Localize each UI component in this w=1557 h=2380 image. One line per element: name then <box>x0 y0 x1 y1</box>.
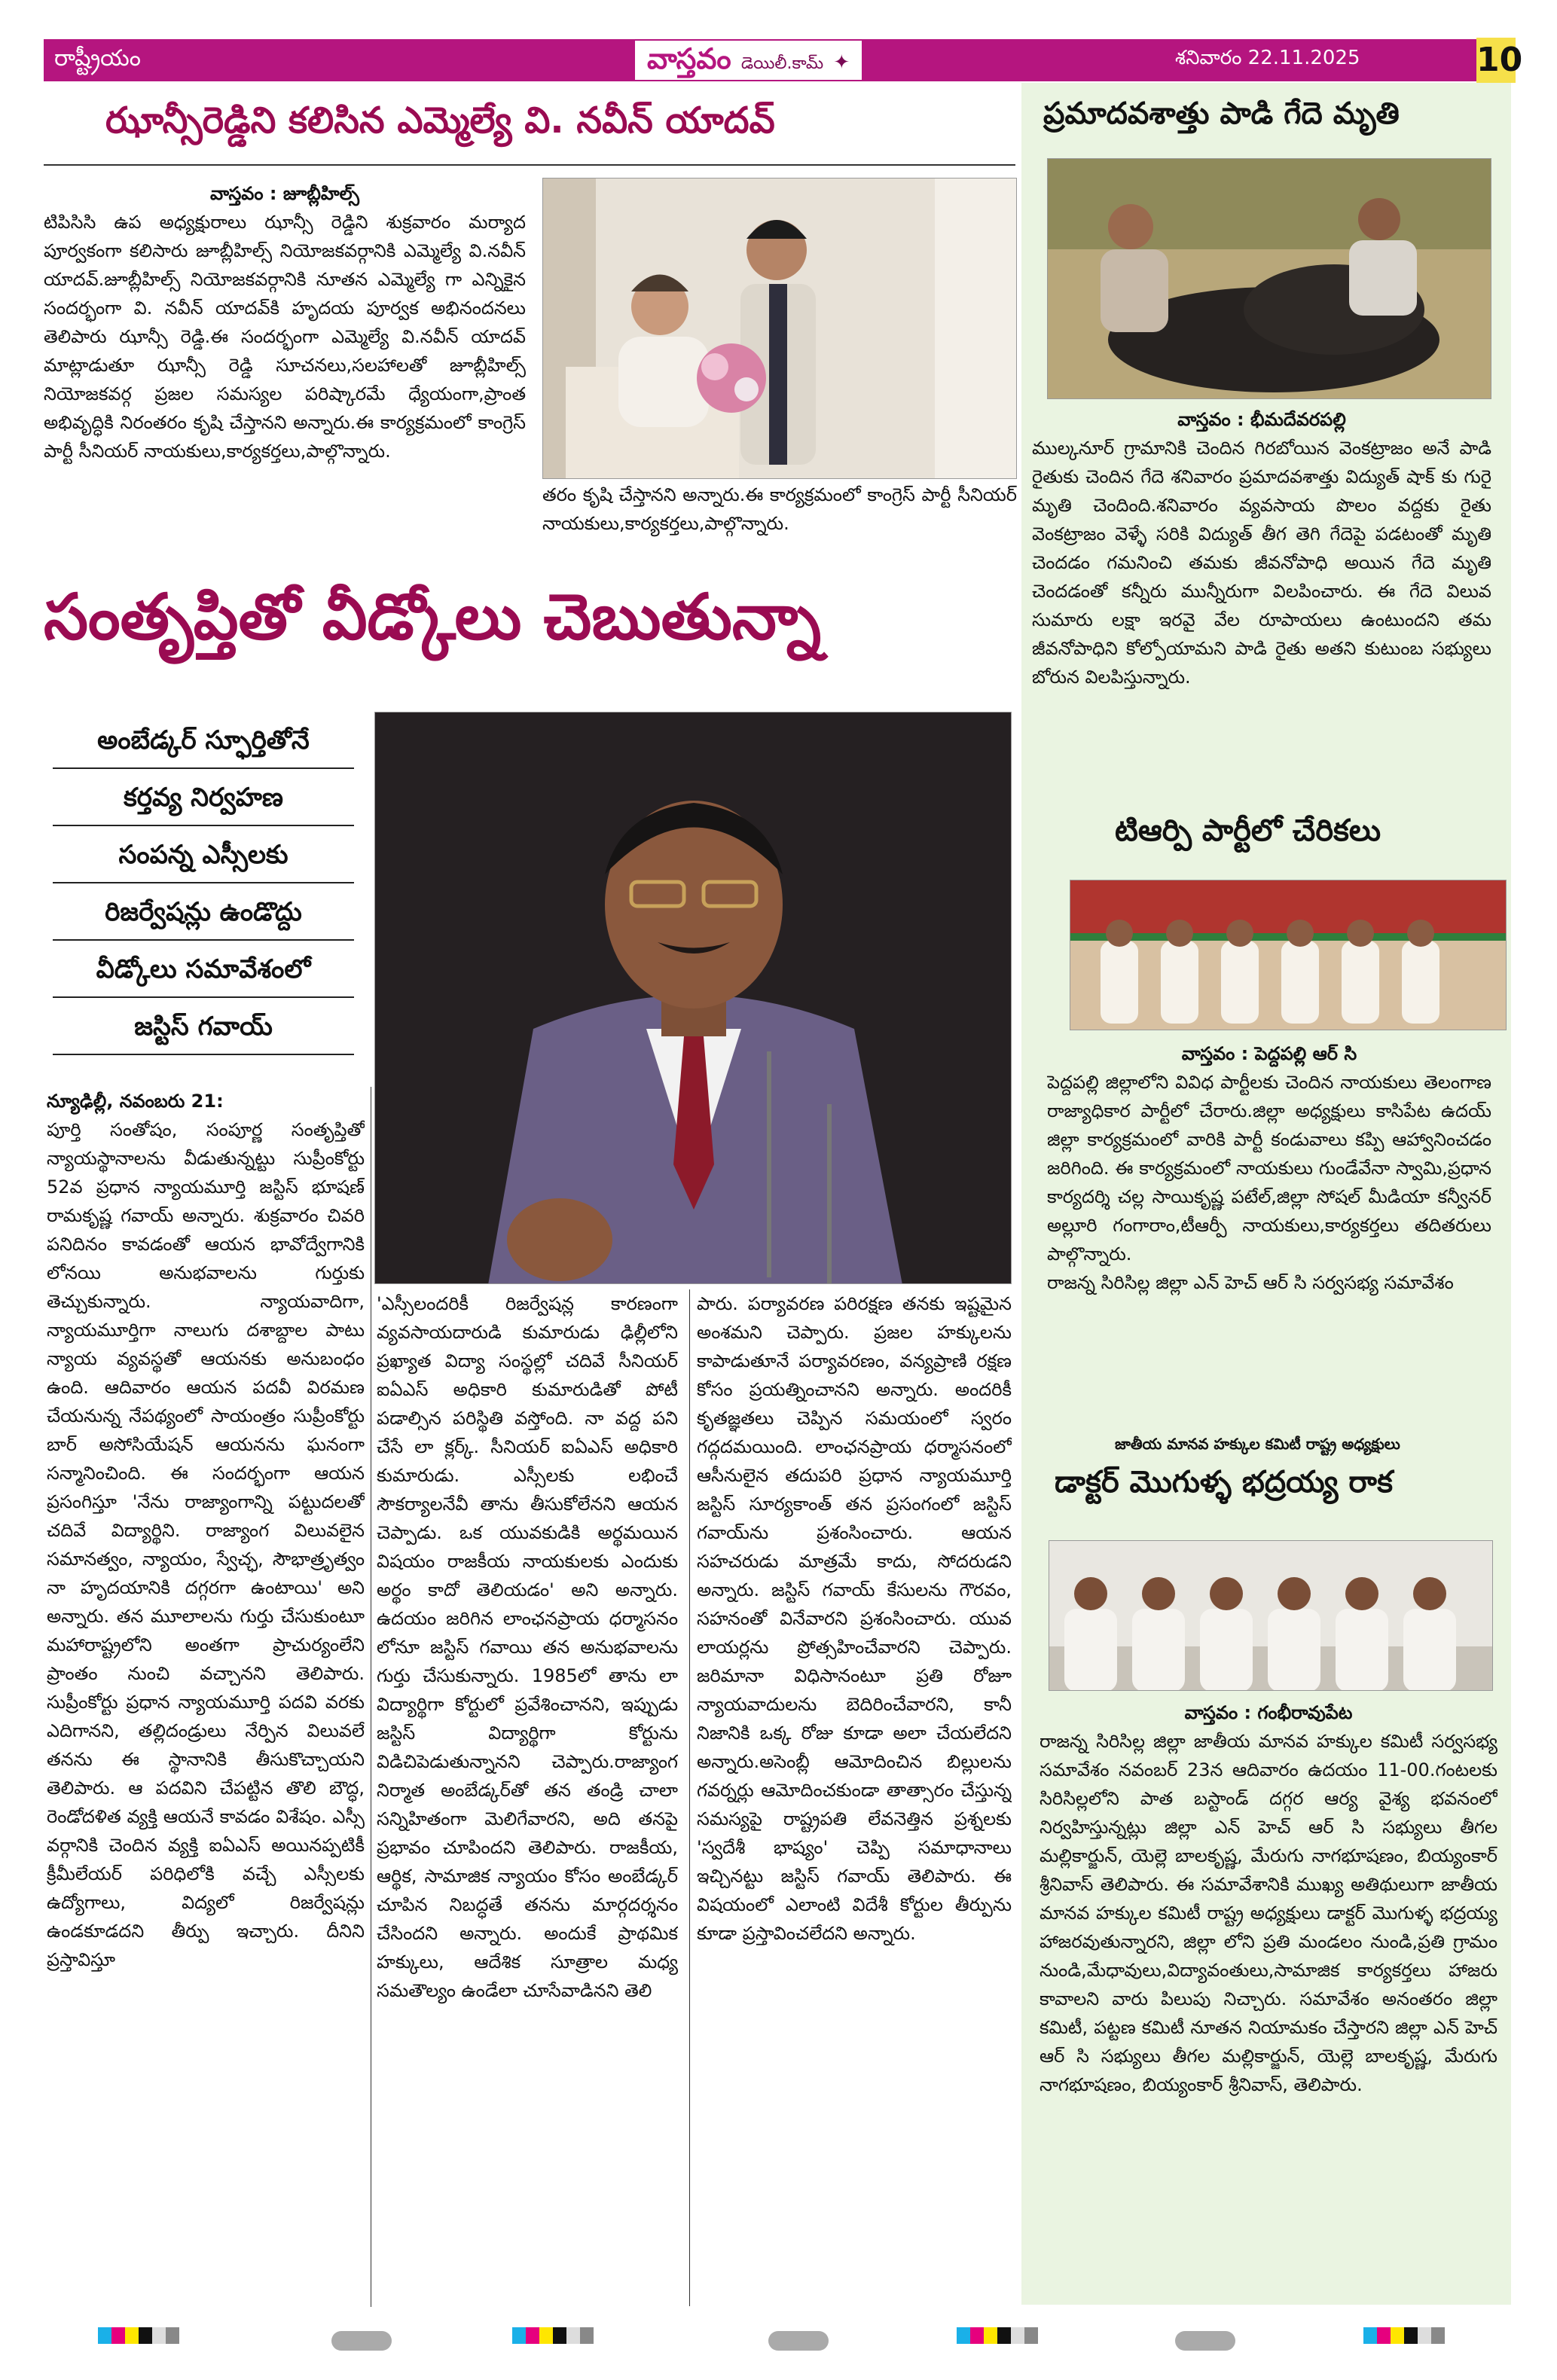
registration-marks <box>1363 2327 1445 2357</box>
main-story-text: పారు. పర్యావరణ పరిరక్షణ తనకు ఇష్టమైన అంశమని చెప్పారు. ప్రజల హక్కులను కాపాడుతూనే పర్యావరణం, వన్యప్రాణి రక్షణ కోసం ప్రయత్నించానని అన్నారు. అందరికీ కృతజ్ఞతలు చెప్పిన సమయంలో స్వరం గద్గదమయింది. లాంఛనప్రాయ ధర్మాసనంలో ఆసీనులైన తదుపరి ప్రధాన న్యాయమూర్తి జస్టిస్ సూర్యకాంత్ తన ప్రసంగంలో జస్టిస్ గవాయ్‌ను ప్రశంసించారు. ఆయన సహచరుడు మాత్రమే కాదు, సోదరుడని అన్నారు. జస్టిస్ గవాయ్ కేసులను గౌరవం, సహనంతో వినేవారని ప్రశంసించారు. యువ లాయర్లను ప్రోత్సహించేవారని చెప్పారు. జరిమానా విధిసానంటూ ప్రతి రోజూ న్యాయవాదులను బెదిరించేవారని, కానీ నిజానికి ఒక్క రోజు కూడా అలా చేయలేదని అన్నారు.అసెంబ్లీ ఆమోదించిన బిల్లులను గవర్నర్లు ఆమోదించకుండా తాత్సారం చేస్తున్న సమస్యపై రాష్ట్రపతి లేవనెత్తిన ప్రశ్నలకు 'స్వదేశీ భాష్యం' చెప్పి సమాధానాలు ఇచ్చినట్టు జస్టిస్ గవాయ్ తెలిపారు. ఈ విషయంలో ఎలాంటి విదేశీ కోర్టుల తీర్పును కూడా ప్రస్తావించలేదని అన్నారు. <box>697 1293 1012 1944</box>
story-deck <box>53 712 354 1055</box>
nhrc-text <box>1040 1698 1497 2301</box>
main-story-column-3 <box>697 1289 1012 2306</box>
brand-name: వాస్తవం <box>647 42 731 75</box>
brand-logo <box>635 41 862 80</box>
registration-pill <box>768 2331 829 2351</box>
party-joining-photo <box>1070 880 1507 1030</box>
top-story-dateline: వాస్తవం : జూబ్లీహిల్స్ <box>210 183 359 204</box>
divider <box>44 164 1015 166</box>
party-joining-headline: టిఆర్పి పార్టీలో చేరికలు <box>1115 813 1381 848</box>
top-story-text-cont <box>542 481 1017 538</box>
masthead <box>44 39 1484 81</box>
section-name: రాష్ట్రీయం <box>54 45 141 72</box>
registration-marks <box>512 2327 594 2357</box>
mla-meeting-photo <box>542 178 1017 479</box>
buffalo-photo <box>1047 158 1491 399</box>
justice-gavai-photo <box>374 712 1012 1284</box>
buffalo-story-body: ముల్కనూర్ గ్రామానికి చెందిన గిరబోయిన వెంకట్రాజం అనే పాడి రైతుకు చెందిన గేదె శనివారం ప్రమాదవశాత్తు విద్యుత్ షాక్ కు గురై మృతి చెందింది.శనివారం వ్యవసాయ పొలం వద్దకు రైతు వెంకట్రాజం వెళ్ళే సరికి విద్యుత్ తీగ తెగి గేదెపై పడటంతో మృతి చెందడం గమనించి తమకు జీవనోపాధి అయిన గేదె మృతి చెందడంతో కన్నీరు మున్నీరుగా విలపించారు. ఈ గేదె విలువ సుమారు లక్షా ఇరవై వేల రూపాయలు ఉంటుందని తమ జీవనోపాధిని కోల్పోయామని పాడి రైతు అతని కుటుంబ సభ్యులు బోరున విలపిస్తున్నారు. <box>1032 438 1491 688</box>
top-story-body-tail: తరం కృషి చేస్తానని అన్నారు.ఈ కార్యక్రమంలో కాంగ్రెస్ పార్టీ సీనియర్ నాయకులు,కార్యకర్తలు,పాల్గొన్నారు. <box>542 484 1017 534</box>
deck-line: సంపన్న ఎస్సీలకు <box>53 826 354 883</box>
main-story-column-2 <box>377 1289 678 2306</box>
buffalo-story-dateline: వాస్తవం : భీమదేవరపల్లి <box>1177 409 1346 430</box>
party-joining-body: పెద్దపల్లి జిల్లాలోని వివిధ పార్టీలకు చెందిన నాయకులు తెలంగాణ రాజ్యాధికార పార్టీలో చేరారు.జిల్లా అధ్యక్షులు కాసిపేట ఉదయ్ జిల్లా కార్యక్రమంలో వారికి పార్టీ కండువాలు కప్పి ఆహ్వానించడం జరిగింది. ఈ కార్యక్రమంలో నాయకులు గుండేవేనా స్వామి,ప్రధాన కార్యదర్శి చల్ల సాయికృష్ణ పటేల్,జిల్లా సోషల్ మీడియా కన్వీనర్ అల్లూరి గంగారాం,టీఆర్పీ నాయకులు,కార్యకర్తలు తదితరులు పాల్గొన్నారు. <box>1047 1072 1491 1265</box>
registration-marks <box>98 2327 179 2357</box>
buffalo-story-headline: ప్రమాదవశాత్తు పాడి గేదె మృతి <box>1043 96 1400 131</box>
buffalo-story-text <box>1032 405 1491 812</box>
nhrc-body: రాజన్న సిరిసిల్ల జిల్లా జాతీయ మానవ హక్కుల కమిటీ సర్వసభ్య సమావేశం నవంబర్ 23న ఆదివారం ఉదయం 11-00.గంటలకు సిరిసిల్లలోని పాత బస్టాండ్ దగ్గర ఆర్య వైశ్య భవనంలో నిర్వహిస్తున్నట్లు జిల్లా ఎన్ హెచ్ ఆర్ సి సభ్యులు తీగల మల్లికార్జున్, యెల్లె బాలకృష్ణ, మేరుగు నాగభూషణం, బియ్యంకార్ శ్రీనివాస్ తెలిపారు. ఈ సమావేశానికి ముఖ్య అతిథులుగా జాతీయ మానవ హక్కుల కమిటీ రాష్ట్ర అధ్యక్షులు డాక్టర్ మొగుళ్ళ భద్రయ్య హాజరవుతున్నారని, జిల్లా లోని ప్రతి మండలం నుండి,ప్రతి గ్రామం నుండి,మేధావులు,విద్యావంతులు,సామాజిక కార్యకర్తలు హాజరు కావాలని వారు పిలుపు నిచ్చారు. సమావేశం అనంతరం జిల్లా కమిటీ, పట్టణ కమిటీ నూతన నియామకం చేస్తారని జిల్లా ఎన్ హెచ్ ఆర్ సి సభ్యులు తీగల మల్లికార్జున్, యెల్లె బాలకృష్ణ, మేరుగు నాగభూషణం, బియ్యంకార్ శ్రీనివాస్, తెలిపారు. <box>1040 1731 1497 2095</box>
main-story-text: పూర్తి సంతోషం, సంపూర్ణ సంతృప్తితో న్యాయస్థానాలను వీడుతున్నట్టు సుప్రీంకోర్టు 52వ ప్రధాన న్యాయమూర్తి జస్టిస్ భూషణ్ రామకృష్ణ గవాయ్ అన్నారు. శుక్రవారం చివరి పనిదినం కావడంతో ఆయన భావోద్వేగానికి లోనయి అనుభవాలను గుర్తుకు తెచ్చుకున్నారు. న్యాయవాదిగా, న్యాయమూర్తిగా నాలుగు దశాబ్దాల పాటు న్యాయ వ్యవస్థతో ఆయనకు అనుబంధం ఉంది. ఆదివారం ఆయన పదవీ విరమణ చేయనున్న నేపథ్యంలో సాయంత్రం సుప్రీంకోర్టు బార్ అసోసియేషన్ ఆయనను ఘనంగా సన్మానించింది. ఈ సందర్భంగా ఆయన ప్రసంగిస్తూ 'నేను రాజ్యాంగాన్ని పట్టుదలతో చదివే విద్యార్థిని. రాజ్యాంగ విలువలైన సమానత్వం, న్యాయం, స్వేచ్ఛ, సౌభాత్రృత్వం నా హృదయానికి దగ్గరగా ఉంటాయి' అని అన్నారు. తన మూలాలను గుర్తు చేసుకుంటూ మహారాష్ట్రలోని అంతగా ప్రాచుర్యంలేని ప్రాంతం నుంచి వచ్చానని తెలిపారు. సుప్రీంకోర్టు ప్రధాన న్యాయమూర్తి పదవి వరకు ఎదిగానని, తల్లిదండ్రులు నేర్పిన విలువలే తనను ఈ స్థానానికి తీసుకొచ్చాయని తెలిపారు. ఆ పదవిని చేపట్టిన తొలి బౌద్ధ, రెండోదళిత వ్యక్తి ఆయనే కావడం విశేషం. ఎస్సీ వర్గానికి చెందిన వ్యక్తి ఐఏఎస్‌ అయినప్పటికీ క్రీమీలేయర్ పరిధిలోకి వచ్చే ఎస్సీలకు ఉద్యోగాలు, విద్యలో రిజర్వేషన్లు ఉండకూడదని తీర్పు ఇచ్చారు. దీనిని ప్రస్తావిస్తూ <box>47 1119 365 1970</box>
page-number: 10 <box>1476 38 1516 83</box>
nhrc-headline: డాక్టర్ మొగుళ్ళ భద్రయ్య రాక <box>1055 1465 1393 1500</box>
top-story-text <box>44 179 526 533</box>
party-joining-tail: రాజన్న సిరిసిల్ల జిల్లా ఎన్ హెచ్ ఆర్ సి సర్వసభ్య సమావేశం <box>1047 1272 1454 1293</box>
nhrc-members-photo <box>1049 1540 1493 1691</box>
main-story-text: 'ఎస్సీలందరికీ రిజర్వేషన్ల కారణంగా వ్యవసాయదారుడి కుమారుడు ఢిల్లీలోని ప్రఖ్యాత విద్యా సంస్థల్లో చదివే సీనియర్ ఐఏఎస్ అధికారి కుమారుడితో పోటీ పడాల్సిన పరిస్థితి వస్తోంది. నా వద్ద పని చేసే లా క్లర్క్. సీనియర్ ఐఏఎస్ అధికారి కుమారుడు. ఎస్సీలకు లభించే సౌకర్యాలనేవీ తాను తీసుకోలేనని ఆయన చెప్పాడు. ఒక యువకుడికి అర్థమయిన విషయం రాజకీయ నాయకులకు ఎందుకు అర్థం కాదో తెలియడం' అని అన్నారు. ఉదయం జరిగిన లాంఛనప్రాయ ధర్మాసనం లోనూ జస్టిస్ గవాయి తన అనుభవాలను గుర్తు చేసుకున్నారు. 1985లో తాను లా విద్యార్థిగా కోర్టులో ప్రవేశించానని, ఇప్పుడు జస్టిస్ విద్యార్థిగా కోర్టును విడిచిపెడుతున్నానని చెప్పారు.రాజ్యాంగ నిర్మాత అంబేడ్కర్‌తో తన తండ్రి చాలా సన్నిహితంగా మెలిగేవారని, అది తనపై ప్రభావం చూపిందని తెలిపారు. రాజకీయ, ఆర్థిక, సామాజిక న్యాయం కోసం అంబేడ్కర్ చూపిన నిబద్ధతే తనను మార్గదర్శనం చేసిందని అన్నారు. అందుకే ప్రాథమిక హక్కులు, ఆదేశిక సూత్రాల మధ్య సమతౌల్యం ఉండేలా చూసేవాడినని తెలి <box>377 1293 678 2001</box>
main-story-column-1 <box>47 1087 365 2307</box>
registration-marks <box>957 2327 1038 2357</box>
issue-date: శనివారం 22.11.2025 <box>1175 47 1360 69</box>
nhrc-kicker: జాతీయ మానవ హక్కుల కమిటీ రాష్ట్ర అధ్యక్షులు <box>1115 1435 1400 1453</box>
registration-pill <box>1175 2331 1235 2351</box>
main-headline: సంతృప్తితో వీడ్కోలు చెబుతున్నా <box>44 580 821 654</box>
party-joining-text <box>1047 1039 1491 1416</box>
main-story-dateline: న్యూఢిల్లీ, నవంబరు 21: <box>47 1091 224 1112</box>
deck-line: జస్టిస్ గవాయ్ <box>53 998 354 1055</box>
registration-pill <box>331 2331 392 2351</box>
nhrc-dateline: వాస్తవం : గంభీరావుపేట <box>1184 1702 1353 1723</box>
brand-tag: డెయిలీ.కామ్ <box>740 54 824 73</box>
top-story-body: టిపిసిసి ఉప అధ్యక్షురాలు ఝాన్సీ రెడ్డిని శుక్రవారం మర్యాద పూర్వకంగా కలిసారు జూబ్లీహిల్స్ నియోజకవర్గానికి ఎమ్మెల్యే వి.నవీన్ యాదవ్.జూబ్లీహిల్స్ నియోజకవర్గానికి నూతన ఎమ్మెల్యే గా ఎన్నికైన సందర్భంగా వి. నవీన్ యాదవ్‌కి హృదయ పూర్వక అభినందనలు తెలిపారు ఝాన్సీ రెడ్డి.ఈ సందర్భంగా ఎమ్మెల్యే వి.నవీన్ యాదవ్ మాట్లాడుతూ ఝాన్సీ రెడ్డి సూచనలు,సలహాలతో జూబ్లీహిల్స్ నియోజకవర్గ ప్రజల సమస్యల పరిష్కారమే ధ్యేయంగా,ప్రాంత అభివృద్ధికి నిరంతరం కృషి చేస్తానని అన్నారు.ఈ కార్యక్రమంలో కాంగ్రెస్ పార్టీ సీనియర్ నాయకులు,కార్యకర్తలు,పాల్గొన్నారు. <box>44 212 526 462</box>
deck-line: కర్తవ్య నిర్వహణ <box>53 769 354 826</box>
deck-line: వీడ్కోలు సమావేశంలో <box>53 941 354 998</box>
bird-icon: ✦ <box>833 51 850 74</box>
party-joining-dateline: వాస్తవం : పెద్దపల్లి ఆర్ సి <box>1181 1043 1357 1064</box>
deck-line: అంబేడ్కర్ స్ఫూర్తితోనే <box>53 712 354 769</box>
column-divider <box>689 1289 690 2306</box>
top-story-headline: ఝాన్సీరెడ్డిని కలిసిన ఎమ్మెల్యే వి. నవీన్ యాదవ్ <box>105 99 775 142</box>
deck-line: రిజర్వేషన్లు ఉండొద్దు <box>53 883 354 941</box>
